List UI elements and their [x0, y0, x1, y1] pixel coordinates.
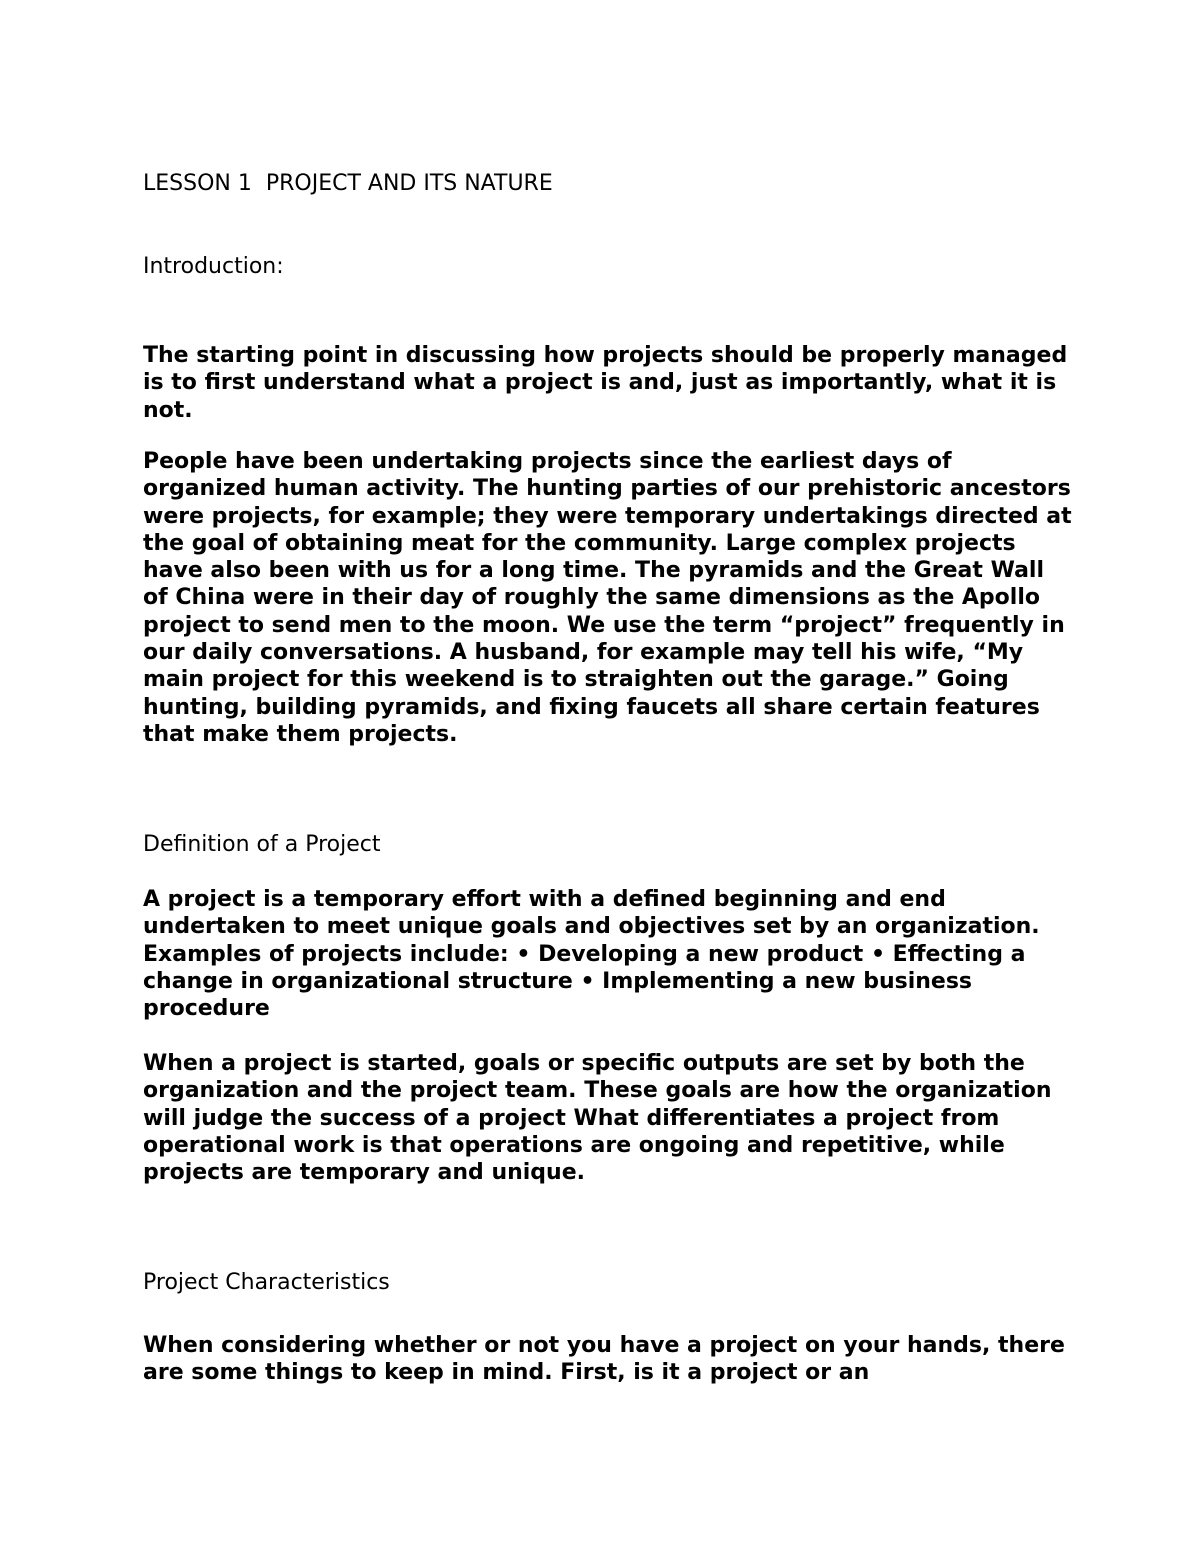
- paragraph: People have been undertaking projects since the earliest days of organized human activity. The hunting parties of our prehistoric ancestors were projects, for example; they were temporary undertakings directed at the goal of obtaining meat for the community. Large complex projects have also been with us for a long time. The pyramids and the Great Wall of China were in their day of roughly the same dimensions as the Apollo project to send men to the moon. We use the term “project” frequently in our daily conversations. A husband, for example may tell his wife, “My main project for this weekend is to straighten out the garage.” Going hunting, building pyramids, and fixing faucets all share certain features that make them projects.: [143, 449, 1072, 747]
- section-heading-definition: Definition of a Project: [143, 832, 381, 857]
- page-title: LESSON 1 PROJECT AND ITS NATURE: [143, 171, 553, 196]
- paragraph: When considering whether or not you have a project on your hands, there are some things to keep in mind. First, is it a project or an: [143, 1333, 1065, 1386]
- paragraph: When a project is started, goals or specific outputs are set by both the organization and the project team. These goals are how the organization will judge the success of a project What differentiates a project from operational work is that operations are ongoing and repetitive, while projects are temporary and unique.: [143, 1051, 1052, 1186]
- paragraph: The starting point in discussing how projects should be properly managed is to first understand what a project is and, just as importantly, what it is not.: [143, 343, 1068, 423]
- paragraph: A project is a temporary effort with a defined beginning and end undertaken to meet unique goals and objectives set by an organization. Examples of projects include: • Developing a new product • Effecting a change in organizational structure • Implementing a new business procedure: [143, 887, 1040, 1022]
- section-heading-introduction: Introduction:: [143, 254, 284, 279]
- section-heading-characteristics: Project Characteristics: [143, 1270, 390, 1295]
